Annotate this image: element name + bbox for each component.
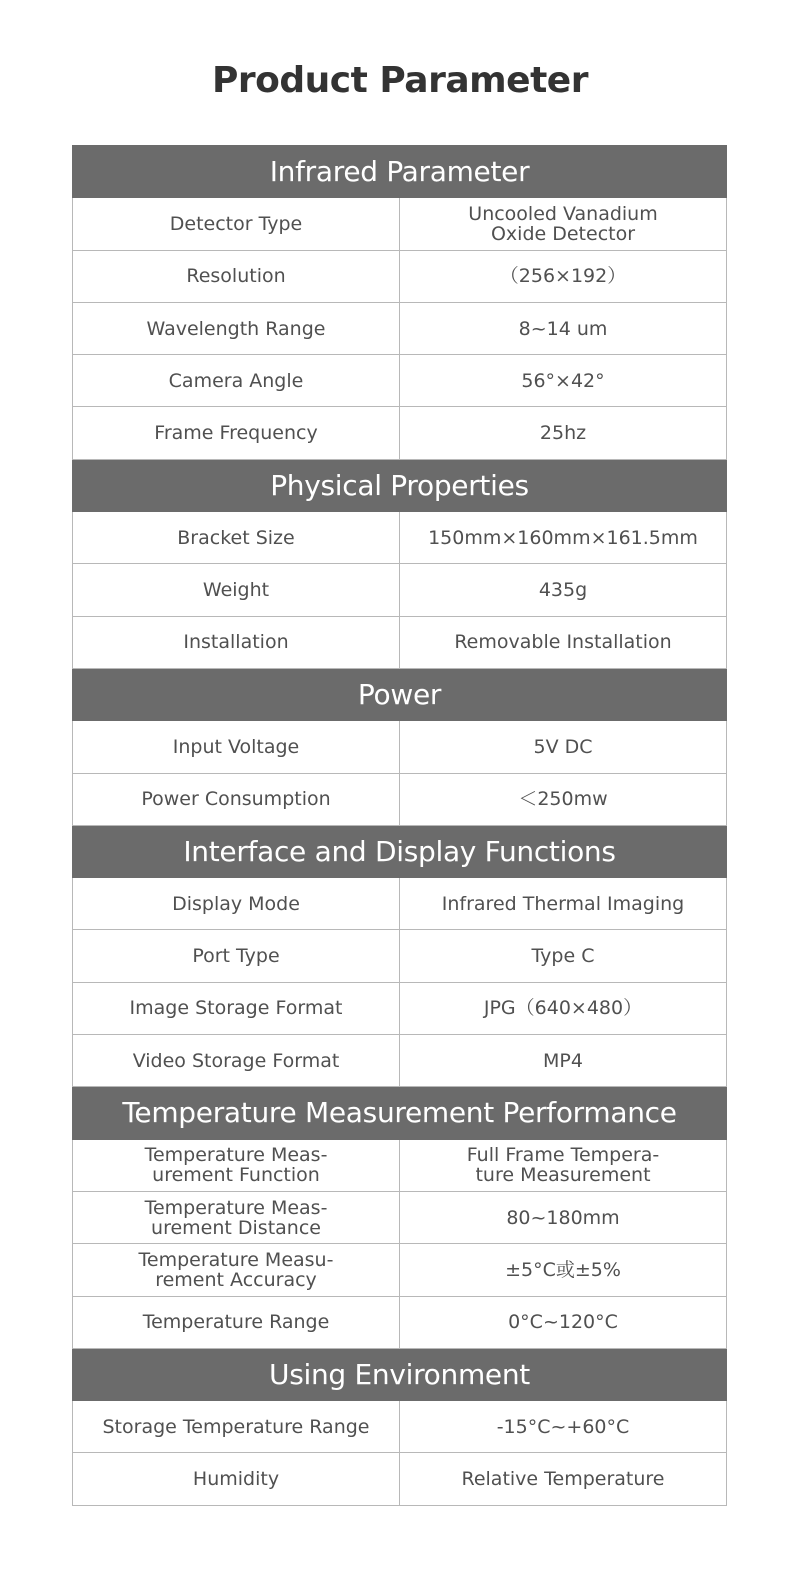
section-header-row (73, 668, 727, 720)
param-value: Type C (400, 930, 727, 982)
section-header-row (73, 459, 727, 511)
table-row (73, 1191, 727, 1243)
param-value: Relative Temperature (400, 1453, 727, 1505)
section-header-row (73, 1348, 727, 1400)
param-value: 5V DC (400, 721, 727, 773)
table-row (73, 721, 727, 773)
table-row (73, 564, 727, 616)
param-value: ±5°C或±5% (400, 1244, 727, 1296)
param-value: MP4 (400, 1035, 727, 1087)
param-value: 56°×42° (400, 355, 727, 407)
param-label: Wavelength Range (73, 302, 400, 354)
table-row (73, 250, 727, 302)
param-label: Image Storage Format (73, 982, 400, 1034)
table-row (73, 512, 727, 564)
param-label: Power Consumption (73, 773, 400, 825)
table-row (73, 407, 727, 459)
spec-table (72, 145, 727, 1506)
param-value: （256×192） (400, 250, 727, 302)
param-label: Humidity (73, 1453, 400, 1505)
param-value: 25hz (400, 407, 727, 459)
spec-table-body (73, 146, 727, 1506)
param-label: Temperature Meas- urement Function (73, 1139, 400, 1191)
section-header-row (73, 146, 727, 198)
section-heading: Using Environment (73, 1348, 727, 1400)
table-row (73, 1244, 727, 1296)
param-label: Storage Temperature Range (73, 1401, 400, 1453)
table-row (73, 302, 727, 354)
table-row (73, 878, 727, 930)
table-row (73, 1453, 727, 1505)
param-label: Video Storage Format (73, 1035, 400, 1087)
param-label: Weight (73, 564, 400, 616)
param-value: ＜250mw (400, 773, 727, 825)
table-row (73, 1035, 727, 1087)
table-row (73, 773, 727, 825)
param-value: 150mm×160mm×161.5mm (400, 512, 727, 564)
param-label: Bracket Size (73, 512, 400, 564)
param-value: JPG（640×480） (400, 982, 727, 1034)
param-value: Full Frame Tempera- ture Measurement (400, 1139, 727, 1191)
param-label: Camera Angle (73, 355, 400, 407)
section-heading: Physical Properties (73, 459, 727, 511)
section-heading: Temperature Measurement Performance (73, 1087, 727, 1139)
section-heading: Interface and Display Functions (73, 825, 727, 877)
table-row (73, 616, 727, 668)
param-value: 0°C~120°C (400, 1296, 727, 1348)
param-value: 435g (400, 564, 727, 616)
param-value: Uncooled Vanadium Oxide Detector (400, 198, 727, 250)
param-label: Display Mode (73, 878, 400, 930)
param-label: Port Type (73, 930, 400, 982)
table-row (73, 1401, 727, 1453)
param-label: Temperature Meas- urement Distance (73, 1191, 400, 1243)
param-label: Resolution (73, 250, 400, 302)
page-title: Product Parameter (212, 60, 588, 101)
table-row (73, 355, 727, 407)
param-label: Frame Frequency (73, 407, 400, 459)
section-header-row (73, 825, 727, 877)
param-value: 8~14 um (400, 302, 727, 354)
section-heading: Infrared Parameter (73, 146, 727, 198)
param-label: Detector Type (73, 198, 400, 250)
table-row (73, 930, 727, 982)
table-row (73, 198, 727, 250)
param-value: -15°C~+60°C (400, 1401, 727, 1453)
param-label: Input Voltage (73, 721, 400, 773)
section-header-row (73, 1087, 727, 1139)
table-row (73, 982, 727, 1034)
param-value: 80~180mm (400, 1191, 727, 1243)
section-heading: Power (73, 668, 727, 720)
table-row (73, 1296, 727, 1348)
param-value: Removable Installation (400, 616, 727, 668)
param-label: Temperature Range (73, 1296, 400, 1348)
param-value: Infrared Thermal Imaging (400, 878, 727, 930)
param-label: Installation (73, 616, 400, 668)
param-label: Temperature Measu- rement Accuracy (73, 1244, 400, 1296)
table-row (73, 1139, 727, 1191)
